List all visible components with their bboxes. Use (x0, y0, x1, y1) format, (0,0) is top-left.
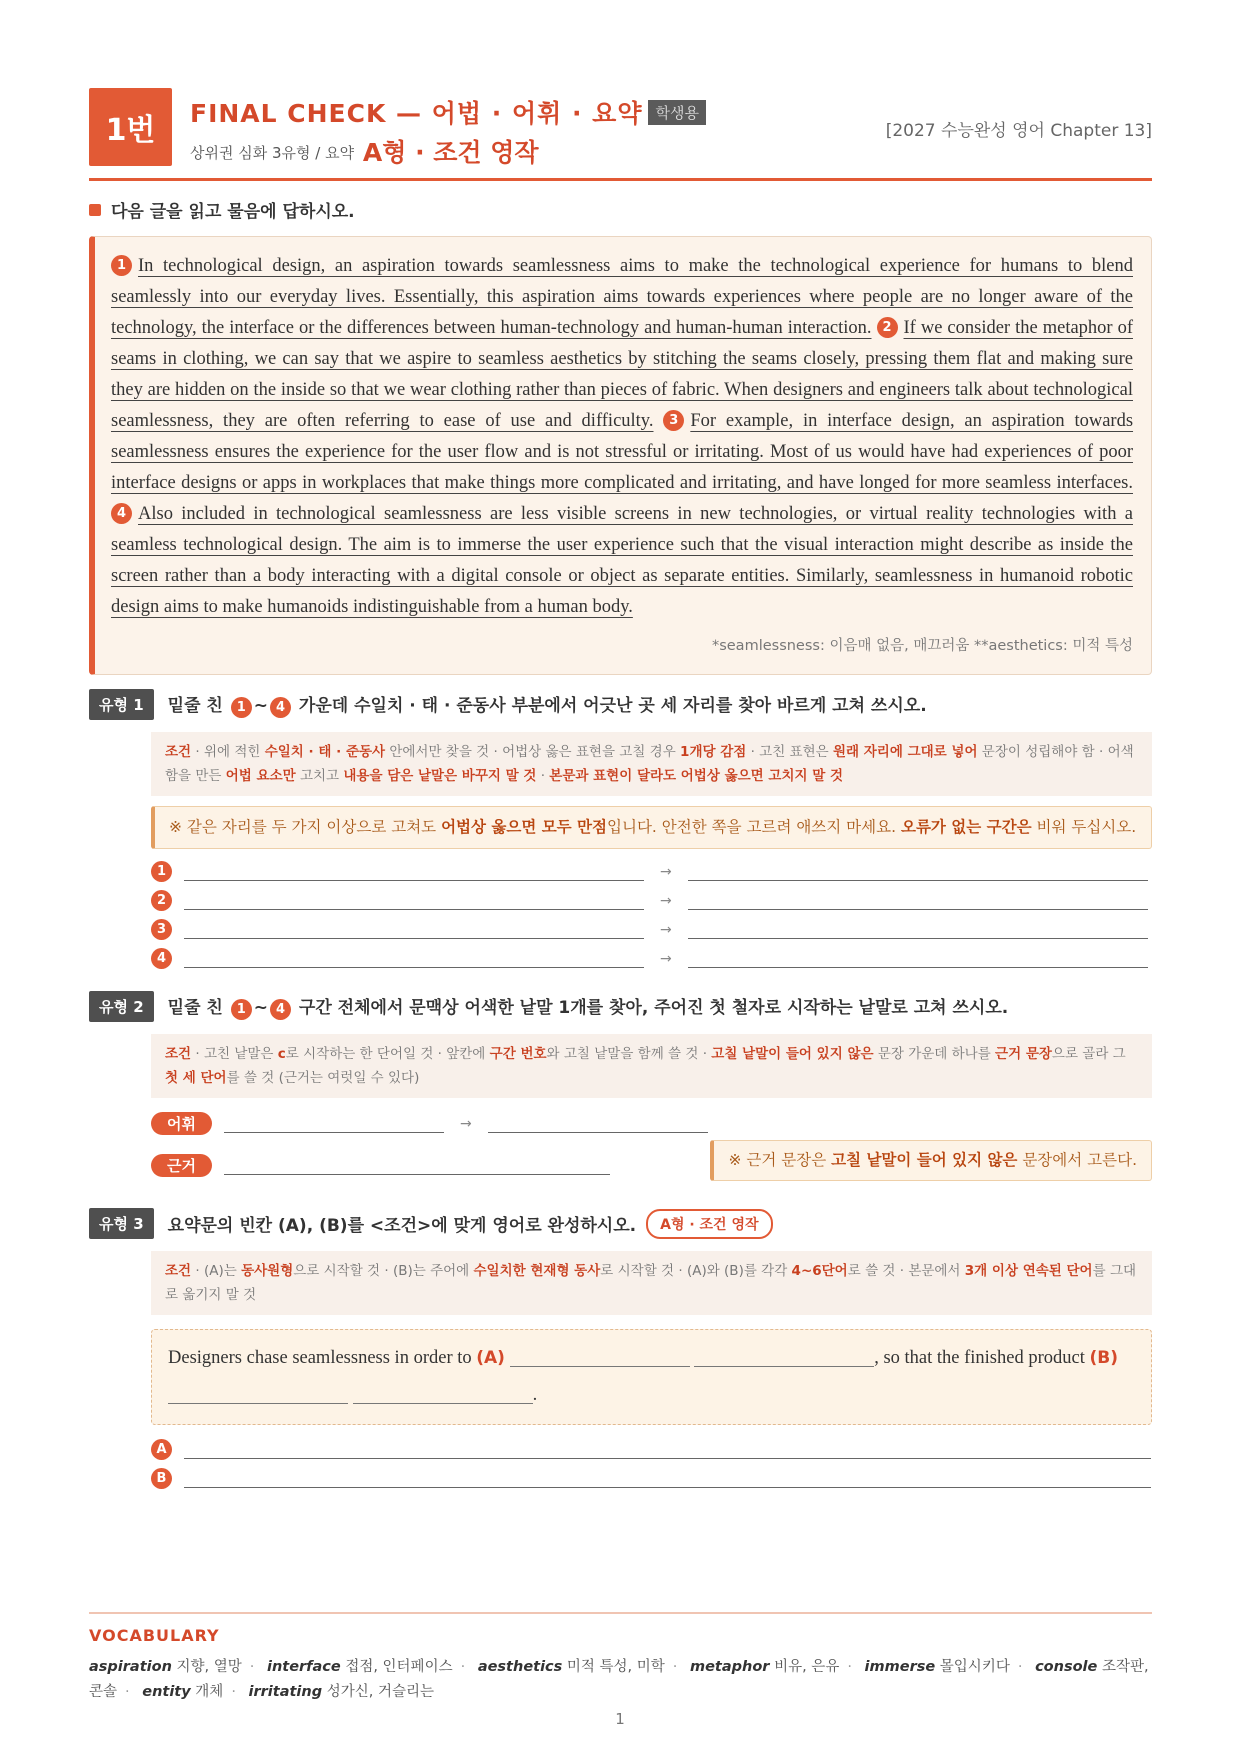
cond-highlight: 수일치한 현재형 동사 (473, 1263, 601, 1279)
word-answer-line-after[interactable] (488, 1114, 708, 1133)
separator-dot: · (249, 1659, 255, 1675)
tilde: ~ (253, 696, 268, 716)
answer-line-before[interactable] (184, 920, 644, 939)
subtitle (190, 133, 539, 169)
answer-row-a (151, 1435, 1152, 1464)
question-2-answers (151, 1112, 1152, 1192)
q2-text-a: 밑줄 친 (167, 998, 223, 1018)
cond-text: 으로 시작할 것 · (B)는 주어에 (293, 1263, 474, 1279)
evidence-answer-line[interactable] (224, 1156, 610, 1175)
vocab-meaning: 조작판, 콘솔 (89, 1659, 1149, 1700)
cond-text: 로 쓸 것 · 본문에서 (847, 1263, 965, 1279)
worksheet-page (89, 88, 1152, 1493)
note-text: ※ 근거 문장은 (728, 1151, 832, 1169)
answer-line-after[interactable] (688, 891, 1148, 910)
question-3-text: 요약문의 빈칸 (A), (B)를 <조건>에 맞게 영어로 완성하시오. (167, 1216, 637, 1236)
vocabulary-title: VOCABULARY (89, 1626, 220, 1645)
cond-highlight: 어법 요소만 (225, 768, 296, 784)
vocab-term: metaphor (689, 1659, 770, 1675)
cond-highlight: c (277, 1046, 286, 1062)
note-text: 문장에서 고른다. (1017, 1151, 1137, 1169)
arrow-icon: → (660, 921, 672, 938)
separator-dot: · (672, 1659, 678, 1675)
instruction-text: 다음 글을 읽고 물음에 답하시오. (111, 202, 355, 222)
cond-text: · 고친 표현은 (746, 744, 833, 760)
cond-highlight: 근거 문장 (995, 1046, 1052, 1062)
vocab-term: aesthetics (477, 1659, 563, 1675)
separator-dot: · (1017, 1659, 1023, 1675)
subtitle-prefix: 상위권 심화 3유형 / 요약 (190, 144, 355, 162)
marker-1-icon: 1 (231, 697, 252, 718)
cond-highlight: 1개당 감점 (680, 744, 747, 760)
footnote: *seamlessness: 이음매 없음, 매끄러움 **aesthetics: 미적 특성 (711, 638, 1133, 654)
cond-highlight: 4~6단어 (791, 1263, 848, 1279)
cond-highlight: 수일치 · 태 · 준동사 (264, 744, 386, 760)
note-highlight: 어법상 옳으면 모두 만점 (441, 818, 607, 836)
vocabulary-list (89, 1655, 1152, 1705)
question-2-note (710, 1140, 1152, 1181)
evidence-pill: 근거 (151, 1154, 212, 1177)
marker-a-icon: A (151, 1439, 172, 1460)
vocabulary-section (89, 1612, 1152, 1705)
question-2-conditions (151, 1034, 1152, 1098)
marker-3-icon: 3 (663, 410, 684, 431)
cond-text: 문장 가운데 하나를 (873, 1046, 996, 1062)
question-3-conditions (151, 1251, 1152, 1315)
vocab-meaning: 미적 특성, 미학 (566, 1659, 665, 1675)
question-2-text (168, 993, 1009, 1020)
marker-3-icon: 3 (151, 919, 172, 940)
cond-text: · 고친 낱말은 (191, 1046, 278, 1062)
separator-dot: · (125, 1684, 130, 1700)
vocab-term: entity (142, 1684, 191, 1700)
marker-2-icon: 2 (151, 890, 172, 911)
answer-row-1 (151, 857, 1152, 886)
summary-text-a: Designers chase seamlessness in order to (168, 1348, 472, 1368)
note-highlight: 고칠 낱말이 들어 있지 않은 (831, 1151, 1018, 1169)
marker-1-icon: 1 (151, 861, 172, 882)
vocab-meaning: 몰입시키다 (939, 1659, 1010, 1675)
question-1 (89, 689, 1152, 720)
separator-dot: · (847, 1659, 852, 1675)
vocab-term: immerse (864, 1659, 936, 1675)
q1-text-a: 밑줄 친 (167, 696, 223, 716)
summary-box (151, 1329, 1152, 1425)
answer-line-after[interactable] (688, 920, 1148, 939)
arrow-icon: → (459, 1115, 472, 1132)
vocab-meaning: 지향, 열망 (176, 1659, 242, 1675)
cond-label: 조건 (165, 744, 192, 760)
cond-highlight: 첫 세 단어 (165, 1070, 227, 1086)
separator-dot: · (231, 1684, 236, 1700)
q1-text-b: 가운데 수일치 · 태 · 준동사 부분에서 어긋난 곳 세 자리를 찾아 바르게 고쳐 쓰시오. (298, 696, 927, 716)
evidence-answer-row (151, 1154, 610, 1177)
tilde: ~ (253, 998, 268, 1018)
cond-text: 와 고칠 낱말을 함께 쓸 것 · (546, 1046, 712, 1062)
question-1-conditions (151, 732, 1152, 796)
cond-text: 안에서만 찾을 것 · 어법상 옳은 표현을 고칠 경우 (385, 744, 681, 760)
cond-text: 를 쓸 것 (근거는 여럿일 수 있다) (226, 1070, 420, 1086)
question-1-answers (89, 857, 1152, 973)
student-tag: 학생용 (648, 100, 705, 125)
marker-b-icon: B (151, 1468, 172, 1489)
marker-4-icon: 4 (270, 999, 291, 1020)
cond-label: 조건 (165, 1046, 192, 1062)
answer-row-b (151, 1464, 1152, 1493)
answer-line-b[interactable] (184, 1469, 1151, 1488)
blank-b-2[interactable] (353, 1383, 533, 1404)
question-number-box: 1번 (89, 88, 172, 166)
question-2-label: 유형 2 (89, 991, 154, 1022)
subtitle-type: A형 · 조건 영작 (362, 138, 539, 167)
cond-highlight: 원래 자리에 그대로 넣어 (832, 744, 978, 760)
blank-a-label: (A) (476, 1348, 505, 1368)
answer-line-a[interactable] (184, 1440, 1151, 1459)
cond-text: 으로 골라 그 (1051, 1046, 1126, 1062)
note-text: 비워 두십시오. (1031, 818, 1137, 836)
vocab-term: interface (266, 1659, 341, 1675)
arrow-icon: → (660, 950, 672, 967)
marker-4-icon: 4 (151, 948, 172, 969)
answer-row-2 (151, 886, 1152, 915)
page-number: 1 (615, 1710, 625, 1728)
word-pill: 어휘 (151, 1112, 212, 1135)
reading-passage (89, 236, 1152, 675)
instruction (89, 197, 1152, 222)
cond-label: 조건 (165, 1263, 192, 1279)
passage-segment-1b: Essentially, this aspiration aims towards experiences where people are no longer aware of the technology, the interface or the differences between human-technology and human-human interaction. (111, 287, 1134, 338)
answer-row-4 (151, 944, 1152, 973)
type-tag: A형 · 조건 영작 (646, 1209, 772, 1239)
vocab-term: aspiration (89, 1659, 172, 1675)
summary-text-b: , so that the finished product (874, 1348, 1085, 1368)
question-3-label: 유형 3 (89, 1208, 154, 1239)
title-text: FINAL CHECK — 어법 · 어휘 · 요약 (190, 99, 643, 128)
marker-4-icon: 4 (270, 697, 291, 718)
answer-line-before[interactable] (184, 949, 644, 968)
source-label: [2027 수능완성 영어 Chapter 13] (885, 121, 1152, 141)
cond-highlight: 고칠 낱말이 들어 있지 않은 (711, 1046, 874, 1062)
note-highlight: 오류가 없는 구간은 (900, 818, 1032, 836)
cond-text: · 위에 적힌 (191, 744, 265, 760)
blank-a-1[interactable] (510, 1346, 690, 1367)
cond-text: · (536, 768, 550, 784)
question-2 (89, 991, 1152, 1022)
vocab-meaning: 비유, 은유 (774, 1659, 840, 1675)
passage-segment-3: For example, in interface design, an aspiration towards seamlessness ensures the experience for the user flow and is not stressful or irritating. Most of us would have had experiences of poor interface designs or apps in workplaces that make things more complicated and irritating, and have longed for more seamless interfaces. (111, 411, 1134, 493)
cond-highlight: 3개 이상 연속된 단어 (964, 1263, 1093, 1279)
answer-line-after[interactable] (688, 949, 1148, 968)
marker-1-icon: 1 (111, 255, 132, 276)
word-answer-row (151, 1112, 708, 1135)
cond-text: 를 그대로 옮기지 말 것 (165, 1263, 1137, 1303)
vocab-meaning: 접점, 인터페이스 (345, 1659, 453, 1675)
cond-text: 로 시작할 것 · (A)와 (B)를 각각 (600, 1263, 792, 1279)
arrow-icon: → (660, 892, 672, 909)
q2-text-b: 구간 전체에서 문맥상 어색한 낱말 1개를 찾아, 주어진 첫 철자로 시작하는 낱말로 고쳐 쓰시오. (298, 998, 1009, 1018)
page-title (190, 94, 706, 130)
vocab-meaning: 개체 (195, 1684, 224, 1700)
square-bullet-icon (89, 204, 101, 216)
note-text: ※ 같은 자리를 두 가지 이상으로 고쳐도 (169, 818, 442, 836)
arrow-icon: → (660, 863, 672, 880)
blank-b-1[interactable] (168, 1383, 348, 1404)
cond-text: 문장이 성립해야 함 · 어색함을 만든 (165, 744, 1134, 784)
vocab-meaning: 성가신, 거슬리는 (326, 1684, 434, 1700)
cond-text: 로 시작하는 한 단어일 것 · 앞칸에 (285, 1046, 490, 1062)
vocab-term: console (1035, 1659, 1098, 1675)
blank-b-label: (B) (1089, 1348, 1118, 1368)
cond-highlight: 구간 번호 (489, 1046, 547, 1062)
vocab-term: irritating (248, 1684, 323, 1700)
question-3-answers (89, 1435, 1152, 1493)
passage-segment-1a: In technological design, an aspiration towards seamlessness aims to make the technological experience for humans to blend seamlessly into our everyday lives. (111, 256, 1133, 307)
cond-highlight: 본문과 표현이 달라도 어법상 옳으면 고치지 말 것 (549, 768, 844, 784)
answer-line-after[interactable] (688, 862, 1148, 881)
cond-text: 고치고 (295, 768, 344, 784)
answer-line-before[interactable] (184, 891, 644, 910)
note-text: 입니다. 안전한 쪽을 고르려 애쓰지 마세요. (607, 818, 901, 836)
question-1-note (151, 806, 1152, 849)
answer-row-3 (151, 915, 1152, 944)
marker-1-icon: 1 (231, 999, 252, 1020)
question-1-label: 유형 1 (89, 689, 154, 720)
passage-segment-4: Also included in technological seamlessness are less visible screens in new technologies, or virtual reality technologies with a seamless technological design. The aim is to immerse the user experience such that the visual interaction might describe as inside the screen rather than a body interacting with a digital console or object as separate entities. Similarly, seamlessness in humanoid robotic design aims to make humanoids indistinguishable from a human body. (111, 504, 1133, 617)
marker-2-icon: 2 (877, 317, 898, 338)
cond-text: · (A)는 (191, 1263, 242, 1279)
header (89, 88, 1152, 181)
separator-dot: · (460, 1659, 466, 1675)
word-answer-line-before[interactable] (224, 1114, 444, 1133)
passage-segment-2: If we consider the metaphor of seams in clothing, we can say that we aspire to seamless aesthetics by stitching the seams closely, pressing them flat and making sure they are hidden on the inside so that we wear clothing rather than pieces of fabric. When designers and engineers talk about technological seamlessness, they are often referring to ease of use and difficulty. (111, 318, 1133, 431)
summary-end: . (532, 1385, 538, 1405)
cond-highlight: 동사원형 (241, 1263, 294, 1279)
question-1-text (168, 691, 927, 718)
answer-line-before[interactable] (184, 862, 644, 881)
blank-a-2[interactable] (694, 1346, 874, 1367)
cond-highlight: 내용을 담은 낱말은 바꾸지 말 것 (343, 768, 537, 784)
marker-4-icon: 4 (111, 503, 132, 524)
question-3 (89, 1208, 1152, 1239)
